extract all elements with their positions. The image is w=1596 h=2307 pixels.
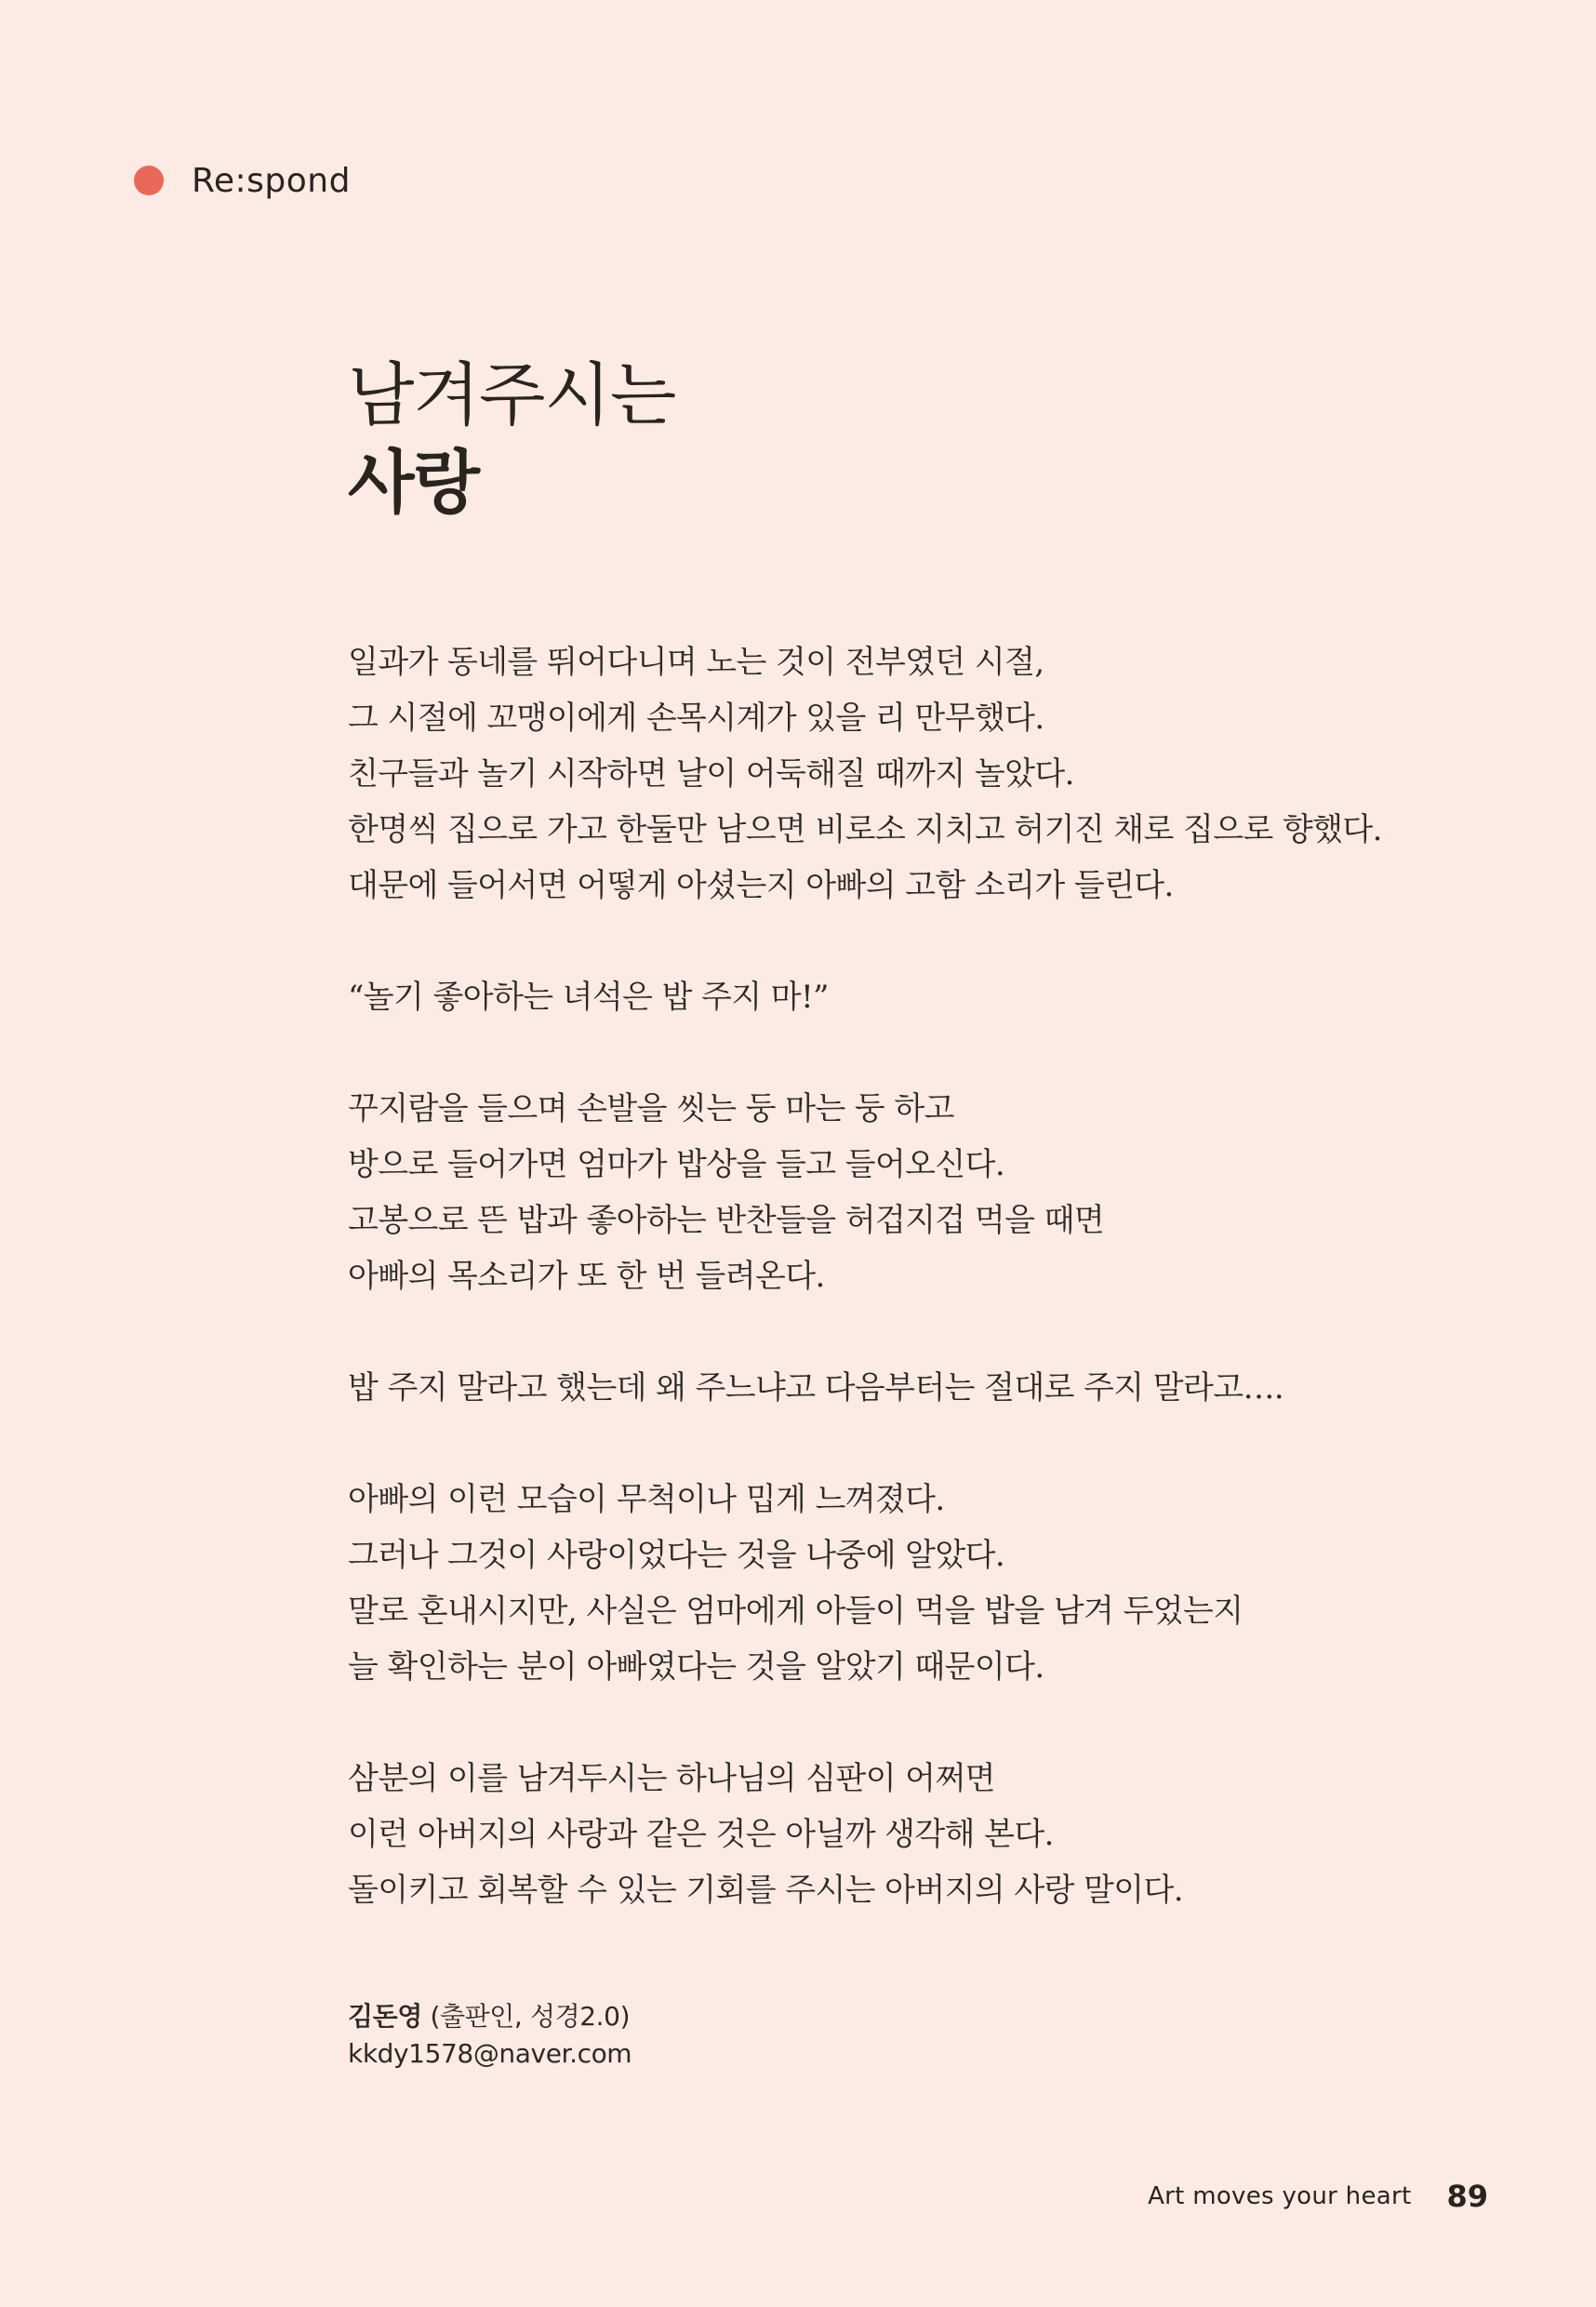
body-line: 대문에 들어서면 어떻게 아셨는지 아빠의 고함 소리가 들린다. xyxy=(348,867,1174,904)
body-line: 늘 확인하는 분이 아빠였다는 것을 알았기 때문이다. xyxy=(348,1648,1044,1686)
paragraph xyxy=(348,634,1408,913)
paragraph xyxy=(348,1472,1408,1695)
paragraph xyxy=(348,1360,1408,1416)
body-line: 방으로 들어가면 엄마가 밥상을 들고 들어오신다. xyxy=(348,1146,1005,1183)
paragraph xyxy=(348,1081,1408,1304)
body-line: 이런 아버지의 사랑과 같은 것은 아닐까 생각해 본다. xyxy=(348,1816,1054,1853)
body-line: 아빠의 이런 모습이 무척이나 밉게 느껴졌다. xyxy=(348,1481,945,1518)
body-line: 한명씩 집으로 가고 한둘만 남으면 비로소 지치고 허기진 채로 집으로 향했다. xyxy=(348,811,1382,848)
paragraph xyxy=(348,1751,1408,1918)
footer-tagline: Art moves your heart xyxy=(1148,2182,1412,2210)
author-name: 김돈영 xyxy=(348,2001,422,2032)
article-title xyxy=(348,352,675,527)
body-line: 고봉으로 뜬 밥과 좋아하는 반찬들을 허겁지겁 먹을 때면 xyxy=(348,1202,1105,1239)
body-line: 밥 주지 말라고 했는데 왜 주느냐고 다음부터는 절대로 주지 말라고…. xyxy=(348,1369,1284,1407)
body-line: 친구들과 놀기 시작하면 날이 어둑해질 때까지 놀았다. xyxy=(348,755,1074,793)
author-block xyxy=(348,1998,632,2073)
section-tag xyxy=(134,160,351,201)
body-line: 그러나 그것이 사랑이었다는 것을 나중에 알았다. xyxy=(348,1537,1005,1574)
title-line-2: 사랑 xyxy=(348,443,479,523)
author-role: (출판인, 성경2.0) xyxy=(430,2001,631,2032)
body-line: 그 시절에 꼬맹이에게 손목시계가 있을 리 만무했다. xyxy=(348,700,1044,737)
body-line: 아빠의 목소리가 또 한 번 들려온다. xyxy=(348,1258,825,1295)
article-body xyxy=(348,634,1408,1918)
body-line: 꾸지람을 들으며 손발을 씻는 둥 마는 둥 하고 xyxy=(348,1090,954,1127)
author-email: kkdy1578@naver.com xyxy=(348,2038,632,2069)
quote-paragraph xyxy=(348,969,1408,1025)
body-line: 돌이키고 회복할 수 있는 기회를 주시는 아버지의 사랑 말이다. xyxy=(348,1872,1183,1909)
title-line-1: 남겨주시는 xyxy=(348,355,676,435)
body-line: 말로 혼내시지만, 사실은 엄마에게 아들이 먹을 밥을 남겨 두었는지 xyxy=(348,1593,1244,1630)
page-number: 89 xyxy=(1446,2179,1488,2214)
body-line: 일과가 동네를 뛰어다니며 노는 것이 전부였던 시절, xyxy=(348,644,1044,681)
section-dot-icon xyxy=(134,166,164,195)
body-line: 삼분의 이를 남겨두시는 하나님의 심판이 어쩌면 xyxy=(348,1760,995,1797)
section-label: Re:spond xyxy=(192,161,351,200)
body-line: “놀기 좋아하는 녀석은 밥 주지 마!” xyxy=(348,979,829,1016)
page-footer xyxy=(1148,2179,1488,2214)
